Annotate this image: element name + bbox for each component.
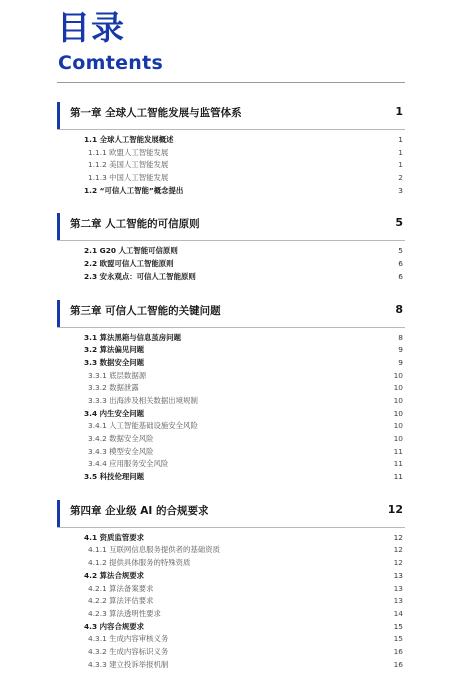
page-title: 目录	[57, 8, 125, 47]
entry-label: 1.2 “可信人工智能”概念提出	[84, 185, 184, 195]
entry-label: 3.3.2 数据泄露	[88, 383, 139, 393]
chapter-page-number: 1	[395, 105, 403, 118]
entry-page-number: 13	[393, 596, 403, 606]
entry-page-number: 15	[393, 634, 403, 644]
entry-page-number: 11	[393, 446, 403, 456]
chapter-page-number: 8	[395, 302, 403, 316]
entry-label: 1.1.2 美国人工智能发展	[88, 160, 169, 170]
entry-label: 3.3.3 出海涉及相关数据出境规制	[88, 395, 198, 405]
entry-page-number: 5	[398, 246, 403, 256]
entry-label: 2.1 G20 人工智能可信原则	[84, 246, 178, 256]
header-divider	[57, 82, 405, 83]
chapter-heading[interactable]	[57, 294, 405, 328]
toc-section-entry[interactable]	[57, 134, 405, 147]
chapter-title: 第四章 企业级 AI 的合规要求	[70, 504, 209, 517]
toc-section-entry[interactable]	[57, 344, 405, 357]
chapter-title: 第一章 全球人工智能发展与监管体系	[70, 107, 242, 119]
table-of-contents	[57, 96, 405, 681]
entry-page-number: 8	[398, 332, 403, 342]
toc-section-entry[interactable]	[57, 185, 405, 198]
entry-page-number: 10	[393, 408, 403, 418]
entry-label: 4.3.1 生成内容审核义务	[88, 634, 169, 644]
chapter-accent-bar	[57, 102, 60, 129]
toc-subsection-entry[interactable]	[57, 557, 405, 570]
toc-section-entry[interactable]	[57, 357, 405, 370]
entry-label: 1.1.3 中国人工智能发展	[88, 173, 169, 183]
entry-page-number: 6	[398, 271, 403, 281]
toc-subsection-entry[interactable]	[57, 583, 405, 596]
entry-label: 2.3 安永观点：可信人工智能原则	[84, 271, 196, 281]
toc-section-entry[interactable]	[57, 258, 405, 271]
entry-label: 4.3.3 建立投诉举报机制	[88, 659, 169, 669]
entry-page-number: 1	[398, 147, 403, 157]
toc-subsection-entry[interactable]	[57, 659, 405, 672]
toc-subsection-entry[interactable]	[57, 608, 405, 621]
toc-subsection-entry[interactable]	[57, 159, 405, 172]
entry-label: 3.4.1 人工智能基础设施安全风险	[88, 421, 198, 431]
toc-section-entry[interactable]	[57, 408, 405, 421]
toc-section-entry[interactable]	[57, 570, 405, 583]
entry-page-number: 11	[393, 472, 403, 482]
entry-page-number: 9	[398, 345, 403, 355]
chapter-title: 第三章 可信人工智能的关键问题	[70, 304, 221, 317]
toc-subsection-entry[interactable]	[57, 395, 405, 408]
toc-subsection-entry[interactable]	[57, 420, 405, 433]
chapter-block	[57, 294, 405, 484]
entry-label: 4.3.2 生成内容标识义务	[88, 646, 169, 656]
entry-label: 4.2 算法合规要求	[84, 570, 145, 580]
chapter-heading[interactable]	[57, 494, 405, 528]
chapter-block	[57, 207, 405, 283]
entry-label: 3.4.3 模型安全风险	[88, 446, 154, 456]
entry-label: 4.2.3 算法透明性要求	[88, 608, 161, 618]
entry-label: 2.2 欧盟可信人工智能原则	[84, 259, 174, 269]
toc-subsection-entry[interactable]	[57, 147, 405, 160]
entry-page-number: 15	[393, 621, 403, 631]
entry-label: 4.3 内容合规要求	[84, 621, 145, 631]
toc-section-entry[interactable]	[57, 245, 405, 258]
chapter-heading[interactable]	[57, 207, 405, 241]
entry-label: 3.3 数据安全问题	[84, 357, 145, 367]
toc-subsection-entry[interactable]	[57, 370, 405, 383]
entry-label: 4.1.1 互联网信息服务提供者的基础资质	[88, 545, 221, 555]
entry-label: 3.3.1 底层数据源	[88, 370, 147, 380]
toc-subsection-entry[interactable]	[57, 172, 405, 185]
chapter-page-number: 5	[395, 216, 403, 230]
chapter-heading[interactable]	[57, 96, 405, 130]
entry-page-number: 9	[398, 357, 403, 367]
entry-page-number: 1	[398, 135, 403, 144]
chapter-accent-bar	[57, 213, 60, 240]
entry-page-number: 12	[393, 532, 403, 542]
toc-section-entry[interactable]	[57, 621, 405, 634]
toc-subsection-entry[interactable]	[57, 633, 405, 646]
entry-label: 1.1.1 欧盟人工智能发展	[88, 147, 169, 157]
entry-label: 3.4.2 数据安全风险	[88, 434, 154, 443]
chapter-accent-bar	[57, 300, 60, 327]
entry-page-number: 10	[393, 395, 403, 405]
page-subtitle: Comtents	[58, 52, 164, 74]
entry-label: 3.2 算法偏见问题	[84, 345, 145, 355]
entry-page-number: 11	[393, 459, 403, 469]
entry-page-number: 16	[393, 659, 403, 669]
entry-page-number: 10	[393, 370, 403, 380]
chapter-title: 第二章 人工智能的可信原则	[70, 218, 200, 231]
entry-page-number: 12	[393, 558, 403, 568]
entry-page-number: 16	[393, 646, 403, 656]
entry-label: 4.1 资质监管要求	[84, 532, 145, 542]
toc-subsection-entry[interactable]	[57, 544, 405, 557]
chapter-accent-bar	[57, 500, 60, 527]
toc-subsection-entry[interactable]	[57, 595, 405, 608]
chapter-page-number: 12	[387, 502, 403, 516]
toc-subsection-entry[interactable]	[57, 382, 405, 395]
toc-section-entry[interactable]	[57, 471, 405, 484]
entry-label: 1.1 全球人工智能发展概述	[84, 135, 174, 144]
entry-label: 4.2.1 算法备案要求	[88, 583, 154, 593]
entry-label: 4.2.2 算法评估要求	[88, 596, 154, 606]
entry-page-number: 10	[393, 434, 403, 443]
chapter-block	[57, 494, 405, 672]
entry-page-number: 2	[398, 173, 403, 183]
toc-subsection-entry[interactable]	[57, 446, 405, 459]
entry-label: 3.1 算法黑箱与信息茧房问题	[84, 332, 181, 342]
entry-label: 3.5 科技伦理问题	[84, 472, 145, 482]
entry-page-number: 6	[398, 259, 403, 269]
entry-page-number: 1	[398, 160, 403, 170]
toc-subsection-entry[interactable]	[57, 646, 405, 659]
toc-subsection-entry[interactable]	[57, 458, 405, 471]
entry-page-number: 3	[398, 185, 403, 195]
toc-subsection-entry[interactable]	[57, 433, 405, 446]
toc-section-entry[interactable]	[57, 271, 405, 284]
entry-label: 4.1.2 提供具体服务的特殊资质	[88, 558, 191, 568]
entry-label: 3.4.4 应用服务安全风险	[88, 459, 169, 469]
entry-page-number: 10	[393, 421, 403, 431]
entry-page-number: 13	[393, 570, 403, 580]
toc-section-entry[interactable]	[57, 532, 405, 545]
entry-page-number: 10	[393, 383, 403, 393]
toc-section-entry[interactable]	[57, 332, 405, 345]
entry-page-number: 14	[393, 608, 403, 618]
entry-label: 3.4 内生安全问题	[84, 408, 145, 418]
chapter-block	[57, 96, 405, 197]
entry-page-number: 13	[393, 583, 403, 593]
entry-page-number: 12	[393, 545, 403, 555]
